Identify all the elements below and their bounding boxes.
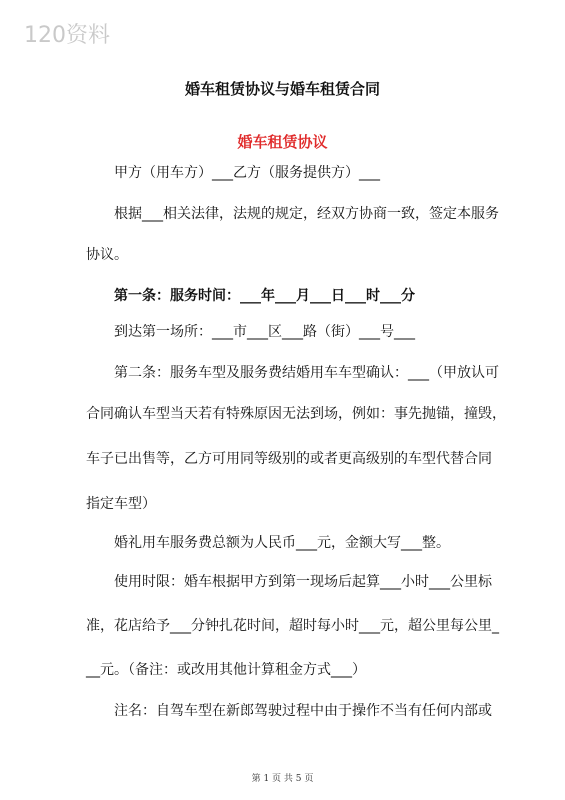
page-footer: 第 1 页 共 5 页 [251,774,314,784]
paragraph-line: 到达第一场所：___市___区___路（街）___号___ [114,324,415,340]
paragraph-line: 婚礼用车服务费总额为人民币___元，金额大写___整。 [114,535,450,551]
paragraph-line: 指定车型） [86,496,156,512]
paragraph-line: 协议。 [86,247,128,263]
paragraph-line: 使用时限：婚车根据甲方到第一现场后起算___小时___公里标 [114,574,492,590]
document-title: 婚车租赁协议与婚车租赁合同 [184,80,380,98]
parties-line: 甲方（用车方）___乙方（服务提供方）___ [114,165,380,181]
article-two-line: 第二条：服务车型及服务费结婚用车车型确认：___（甲放认可 [114,365,499,381]
paragraph-line: 根据___相关法律，法规的规定，经双方协商一致，签定本服务 [114,206,499,222]
paragraph-line: 准，花店给予___分钟扎花时间，超时每小时___元，超公里每公里_ [86,618,499,634]
agreement-subtitle: 婚车租赁协议 [237,133,328,151]
article-one-heading: 第一条：服务时间：___年___月___日___时___分 [114,288,415,304]
watermark: 120资料 [24,23,110,48]
paragraph-line: 车子已出售等，乙方可用同等级别的或者更高级别的车型代替合同 [86,451,492,467]
paragraph-line: 合同确认车型当天若有特殊原因无法到场，例如：事先抛锚，撞毁， [86,406,506,422]
paragraph-line: 注名：自驾车型在新郎驾驶过程中由于操作不当有任何内部或 [114,703,492,719]
paragraph-line: __元。（备注：或改用其他计算租金方式___） [86,662,366,678]
